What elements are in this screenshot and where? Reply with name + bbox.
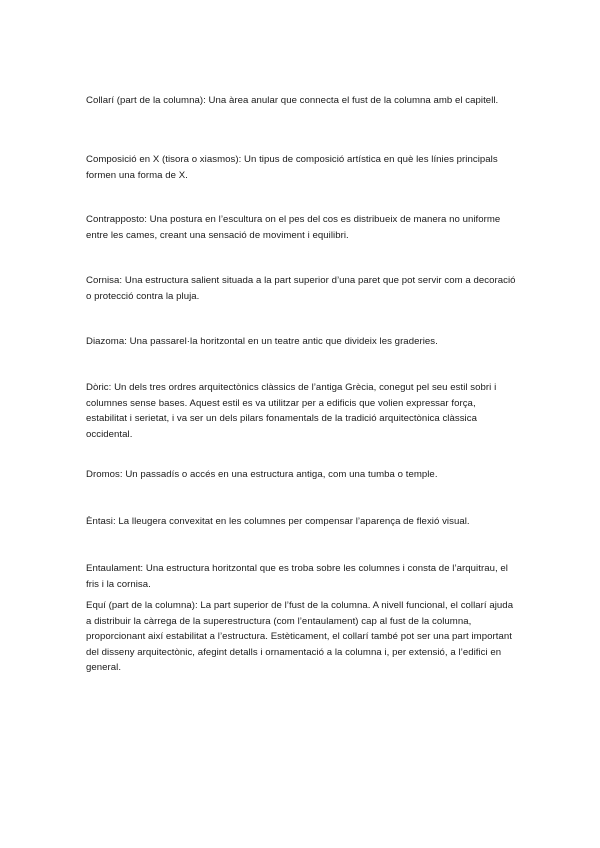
entry-composicio-en-x: Composició en X (tisora o xiasmos): Un tipus de composició artística en què les línies principals formen una forma de X.: [86, 154, 498, 181]
entry-equi: Equí (part de la columna): La part superior de l’fust de la columna. A nivell funcional, el collarí ajuda a distribuir la càrrega de la superestructura (com l’entaulament) cap al fust de la columna, proporcionant així estabilitat a l’estructura. Estèticament, el collarí també pot ser una part important del disseny arquitectònic, afegint detalls i ornamentació a la columna i, per extensió, a l’edifici en general.: [86, 600, 514, 673]
entry-dromos: Dromos: Un passadís o accés en una estructura antiga, com una tumba o temple.: [86, 469, 438, 480]
entry-entasi: Èntasi: La lleugera convexitat en les columnes per compensar l’aparença de flexió visual.: [86, 516, 470, 527]
entry-collari: Collarí (part de la columna): Una àrea anular que connecta el fust de la columna amb el capitell.: [86, 95, 499, 106]
entry-entaulament: Entaulament: Una estructura horitzontal que es troba sobre les columnes i consta de l’arquitrau, el fris i la cornisa.: [86, 563, 508, 590]
entry-diazoma: Diazoma: Una passarel·la horitzontal en un teatre antic que divideix les graderies.: [86, 336, 438, 347]
entry-cornisa: Cornisa: Una estructura salient situada a la part superior d’una paret que pot servir com a decoració o protecció contra la pluja.: [86, 275, 516, 302]
entry-doric: Dòric: Un dels tres ordres arquitectònics clàssics de l’antiga Grècia, conegut pel seu estil sobri i columnes sense bases. Aquest estil es va utilitzar per a edificis que volien expressar força, estabilitat i serietat, i va ser un dels pilars fonamentals de la tradició arquitectònica clàssica occidental.: [86, 382, 497, 440]
entry-contrapposto: Contrapposto: Una postura en l’escultura on el pes del cos es distribueix de manera no uniforme entre les cames, creant una sensació de moviment i equilibri.: [86, 214, 501, 241]
